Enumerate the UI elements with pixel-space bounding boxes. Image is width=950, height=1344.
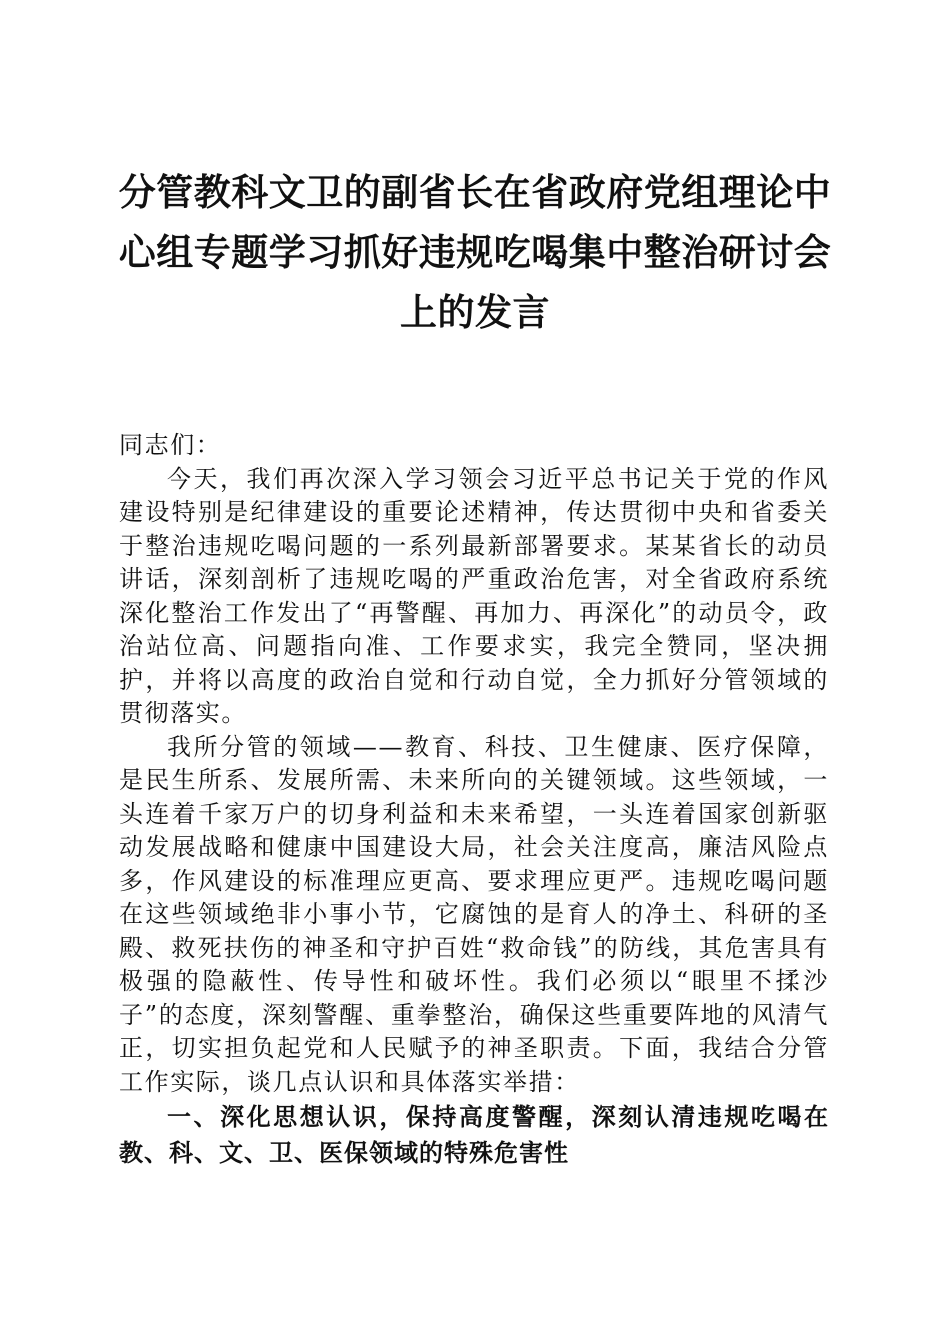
document-title: 分管教科文卫的副省长在省政府党组理论中心组专题学习抓好违规吃喝集中整治研讨会上的发言	[118, 170, 832, 334]
section-heading: 一、深化思想认识，保持高度警醒，深刻认清违规吃喝在教、科、文、卫、医保领域的特殊危害性	[119, 1103, 829, 1167]
paragraph-intro: 今天，我们再次深入学习领会习近平总书记关于党的作风建设特别是纪律建设的重要论述精神，传达贯彻中央和省委关于整治违规吃喝问题的一系列最新部署要求。某某省长的动员讲话，深刻剖析了违规吃喝的严重政治危害，对全省政府系统深化整治工作发出了“再警醒、再加力、再深化”的动员令，政治站位高、问题指向准、工作要求实，我完全赞同，坚决拥护，并将以高度的政治自觉和行动自觉，全力抓好分管领域的贯彻落实。	[119, 464, 829, 727]
salutation: 同志们：	[119, 431, 222, 459]
document-body	[119, 429, 829, 1171]
paragraph-domains: 我所分管的领域——教育、科技、卫生健康、医疗保障，是民生所系、发展所需、未来所向的关键领域。这些领域，一头连着千家万户的切身利益和未来希望，一头连着国家创新驱动发展战略和健康中国建设大局，社会关注度高，廉洁风险点多，作风建设的标准理应更高、要求理应更严。违规吃喝问题在这些领域绝非小事小节，它腐蚀的是育人的净土、科研的圣殿、救死扶伤的神圣和守护百姓“救命钱”的防线，其危害具有极强的隐蔽性、传导性和破坏性。我们必须以“眼里不揉沙子”的态度，深刻警醒、重拳整治，确保这些重要阵地的风清气正，切实担负起党和人民赋予的神圣职责。下面，我结合分管工作实际，谈几点认识和具体落实举措：	[119, 732, 829, 1096]
